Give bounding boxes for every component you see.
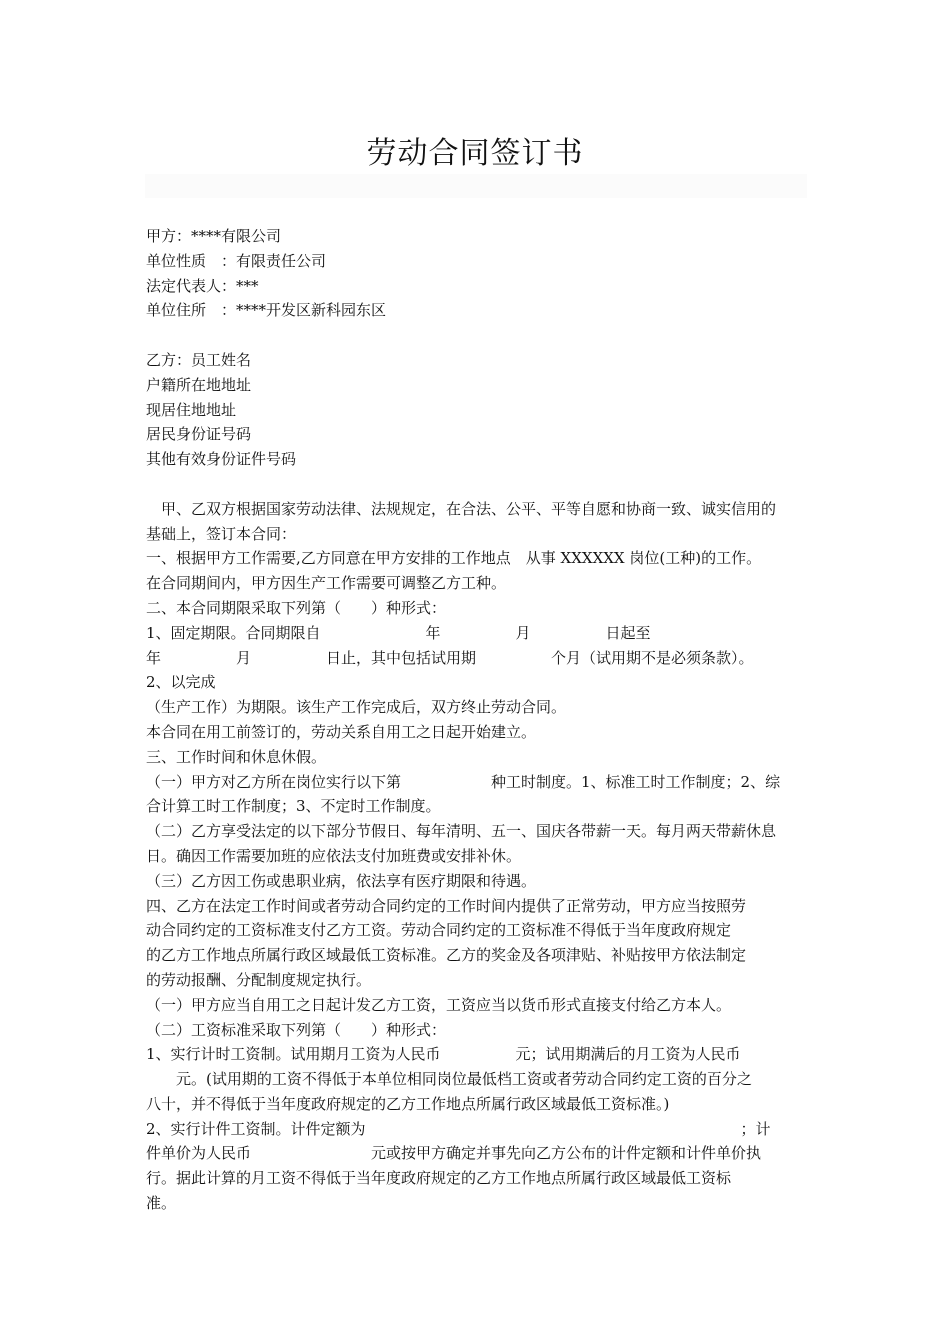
clauses-section bbox=[146, 497, 818, 1216]
clause-line: （生产工作）为期限。该生产工作完成后，双方终止劳动合同。 bbox=[146, 698, 567, 717]
clause-line: 的劳动报酬、分配制度规定执行。 bbox=[146, 970, 372, 989]
party-b-line: 户籍所在地地址 bbox=[146, 375, 252, 394]
clause-line: （二）工资标准采取下列第（ ）种形式： bbox=[146, 1020, 447, 1039]
clause-line: 2、实行计件工资制。计件定额为 ；计 bbox=[146, 1119, 771, 1138]
party-a-line: 甲方：****有限公司 bbox=[146, 227, 282, 245]
clause-line: （一）甲方对乙方所在岗位实行以下第 种工时制度。1、标准工时工作制度；2、综 bbox=[146, 772, 781, 791]
clause-line: 1、实行计时工资制。试用期月工资为人民币 元；试用期满后的月工资为人民币 bbox=[146, 1045, 741, 1064]
clause-line: 本合同在用工前签订的，劳动关系自用工之日起开始建立。 bbox=[146, 722, 537, 741]
party-a-line: 单位性质 ：有限责任公司 bbox=[146, 251, 327, 270]
party-b-line: 现居住地地址 bbox=[146, 400, 237, 419]
clause-line: 的乙方工作地点所属行政区域最低工资标准。乙方的奖金及各项津贴、补贴按甲方依法制定 bbox=[146, 946, 747, 965]
clause-line: 日。确因工作需要加班的应依法支付加班费或安排补休。 bbox=[146, 846, 522, 865]
clause-line: （二）乙方享受法定的以下部分节假日、每年清明、五一、国庆各带薪一天。每月两天带薪休息 bbox=[146, 822, 777, 841]
party-b-line: 其他有效身份证件号码 bbox=[146, 450, 297, 469]
title-underlay bbox=[145, 174, 807, 198]
blank-line bbox=[146, 472, 818, 497]
party-b-line: 居民身份证号码 bbox=[146, 425, 252, 444]
clause-line: 四、乙方在法定工作时间或者劳动合同约定的工作时间内提供了正常劳动，甲方应当按照劳 bbox=[146, 896, 747, 915]
blank-line bbox=[146, 323, 818, 348]
party-a-line: 法定代表人：*** bbox=[146, 276, 259, 295]
clause-line: 一、根据甲方工作需要,乙方同意在甲方安排的工作地点 从事 XXXXXX 岗位(工种)的工作。 bbox=[146, 549, 762, 568]
party-a-line: 单位住所 ：****开发区新科园东区 bbox=[146, 301, 387, 320]
clause-line: 2、以完成 bbox=[146, 673, 216, 692]
party-b-section bbox=[146, 348, 818, 472]
party-b-line: 乙方：员工姓名 bbox=[146, 350, 252, 369]
clause-line: （一）甲方应当自用工之日起计发乙方工资，工资应当以货币形式直接支付给乙方本人。 bbox=[146, 995, 732, 1014]
clause-line: 元。(试用期的工资不得低于本单位相同岗位最低档工资或者劳动合同约定工资的百分之 bbox=[146, 1070, 752, 1089]
clause-line: 八十，并不得低于当年度政府规定的乙方工作地点所属行政区域最低工资标准。) bbox=[146, 1094, 670, 1113]
clause-line: 在合同期间内，甲方因生产工作需要可调整乙方工种。 bbox=[146, 574, 507, 593]
clause-line: 准。 bbox=[146, 1194, 177, 1213]
clause-line: 行。据此计算的月工资不得低于当年度政府规定的乙方工作地点所属行政区域最低工资标 bbox=[146, 1169, 732, 1188]
clause-line: 基础上，签订本合同： bbox=[146, 524, 297, 543]
clause-line: 年 月 日止，其中包括试用期 个月（试用期不是必须条款）。 bbox=[146, 648, 754, 667]
document-title: 劳动合同签订书 bbox=[366, 136, 584, 171]
clause-line: 甲、乙双方根据国家劳动法律、法规规定，在合法、公平、平等自愿和协商一致、诚实信用的 bbox=[146, 499, 777, 518]
document-body bbox=[146, 224, 818, 1216]
clause-line: 件单价为人民币 元或按甲方确定并事先向乙方公布的计件定额和计件单价执 bbox=[146, 1144, 762, 1163]
clause-line: （三）乙方因工伤或患职业病，依法享有医疗期限和待遇。 bbox=[146, 871, 537, 890]
clause-line: 合计算工时工作制度；3、不定时工作制度。 bbox=[146, 797, 441, 816]
clause-line: 三、工作时间和休息休假。 bbox=[146, 747, 327, 766]
party-a-section bbox=[146, 224, 818, 323]
clause-line: 二、本合同期限采取下列第（ ）种形式： bbox=[146, 598, 447, 617]
clause-line: 动合同约定的工资标准支付乙方工资。劳动合同约定的工资标准不得低于当年度政府规定 bbox=[146, 921, 732, 940]
clause-line: 1、固定期限。合同期限自 年 月 日起至 bbox=[146, 623, 651, 642]
